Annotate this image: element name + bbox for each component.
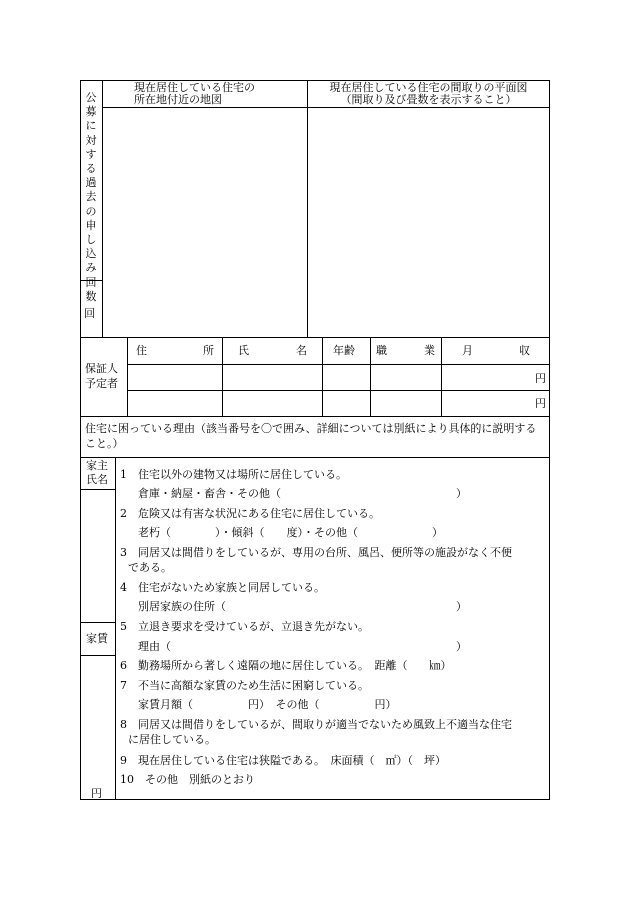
reason-10[interactable]: 10 その他 別紙のとおり bbox=[120, 773, 255, 786]
guarantor-label-line1: 保証人 bbox=[85, 362, 118, 375]
map-area[interactable] bbox=[103, 108, 307, 337]
rent-field[interactable] bbox=[81, 656, 115, 786]
map-header-line2: 所在地付近の地図 bbox=[134, 93, 222, 106]
guarantor-row-2[interactable] bbox=[128, 391, 549, 416]
reason-3-line1[interactable]: 3 同居又は間借りをしているが、専用の台所、風呂、便所等の施設がなく不便 bbox=[120, 546, 512, 559]
col-age: 年齢 bbox=[333, 344, 355, 357]
guarantor-label-line2: 予定者 bbox=[85, 377, 118, 390]
col-name-b: 名 bbox=[296, 344, 307, 357]
reason-6[interactable]: 6 勤務場所から著しく遠隔の地に居住している。 距離（ ㎞） bbox=[120, 659, 452, 672]
reason-8-line2: に居住している。 bbox=[128, 733, 216, 746]
floorplan-header-line1: 現在居住している住宅の間取りの平面図 bbox=[329, 81, 528, 94]
reason-7[interactable]: 7 不当に高額な家賃のため生活に困窮している。 bbox=[120, 679, 369, 692]
col-name-a: 氏 bbox=[238, 344, 249, 357]
reason-4-detail-close: ） bbox=[456, 600, 467, 613]
col-income-b: 収 bbox=[519, 344, 530, 357]
head-name-field[interactable] bbox=[81, 490, 115, 622]
reason-2[interactable]: 2 危険又は有害な状況にある住宅に居住している。 bbox=[120, 507, 380, 520]
income-yen-row2: 円 bbox=[535, 397, 546, 410]
reasons-intro: 住宅に困っている理由（該当番号を〇で囲み、詳細については別紙により具体的に説明すること。） bbox=[85, 422, 537, 450]
reason-5[interactable]: 5 立退き要求を受けているが、立退き先がない。 bbox=[120, 620, 369, 633]
floorplan-header-line2: （間取り及び畳数を表示すること） bbox=[340, 93, 517, 106]
reason-4[interactable]: 4 住宅がないため家族と同居している。 bbox=[120, 581, 325, 594]
floorplan-area[interactable] bbox=[308, 108, 549, 337]
count-unit: 回 bbox=[84, 307, 95, 320]
col-income-a: 月 bbox=[462, 344, 473, 357]
past-applications-label: 公募に対する過去の申し込み回数 bbox=[85, 91, 97, 303]
reason-9[interactable]: 9 現在居住している住宅は狭隘である。 床面積（ ㎡）（ 坪） bbox=[120, 754, 446, 767]
rent-unit: 円 bbox=[91, 787, 102, 800]
col-address-b: 所 bbox=[203, 344, 214, 357]
head-name-line1: 家主 bbox=[86, 459, 108, 472]
reason-4-detail: 別居家族の住所（ bbox=[138, 600, 226, 613]
reason-2-detail: 老朽（ ）・傾斜（ 度）・その他（ bbox=[138, 526, 358, 539]
rent-label: 家賃 bbox=[86, 632, 108, 645]
col-job-b: 業 bbox=[424, 344, 435, 357]
reason-8-line1[interactable]: 8 同居又は間借りをしているが、間取りが適当でないため風致上不適当な住宅 bbox=[120, 718, 512, 731]
reason-7-detail: 家賃月額（ 円） その他（ 円） bbox=[138, 698, 397, 711]
head-name-line2: 氏名 bbox=[86, 473, 108, 486]
col-address-a: 住 bbox=[136, 344, 147, 357]
reason-1-detail-close: ） bbox=[456, 487, 467, 500]
reason-1[interactable]: 1 住宅以外の建物又は場所に居住している。 bbox=[120, 468, 347, 481]
guarantor-row-1[interactable] bbox=[128, 365, 549, 390]
map-header-line1: 現在居住している住宅の bbox=[134, 81, 255, 94]
reason-2-detail-close: ） bbox=[432, 526, 443, 539]
reason-1-detail: 倉庫・納屋・畜舎・その他（ bbox=[138, 487, 281, 500]
reason-5-detail: 理由（ bbox=[138, 640, 171, 653]
reason-5-detail-close: ） bbox=[456, 640, 467, 653]
income-yen-row1: 円 bbox=[535, 372, 546, 385]
col-job-a: 職 bbox=[376, 344, 387, 357]
reason-3-line2: である。 bbox=[128, 561, 172, 574]
